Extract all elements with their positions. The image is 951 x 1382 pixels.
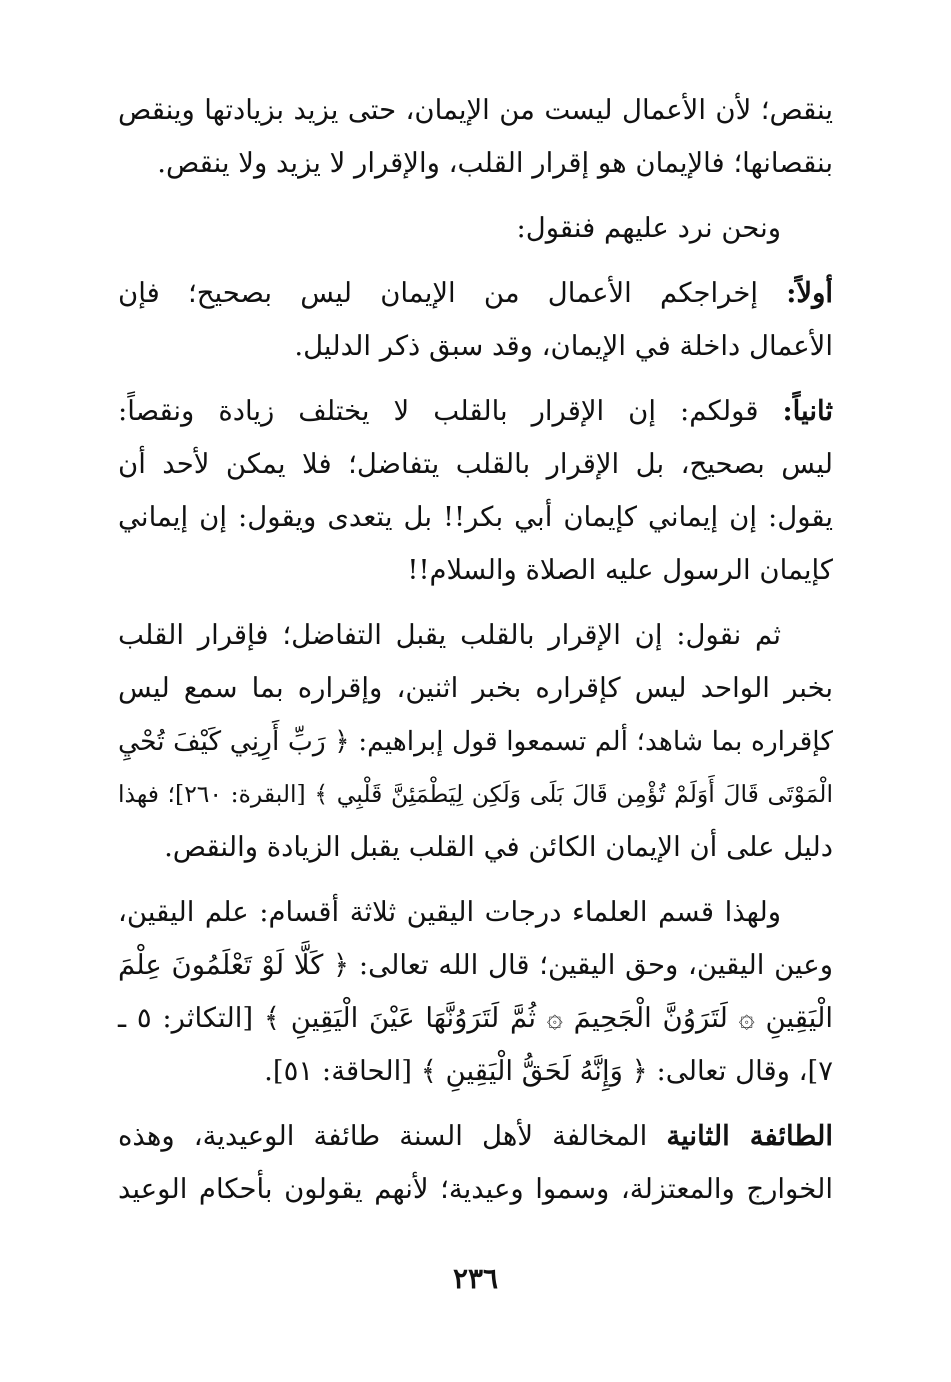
- text-line: ليس بصحيح، بل الإقرار بالقلب يتفاضل؛ فلا يمكن لأحد أن: [118, 448, 833, 480]
- text-run: المخالفة لأهل السنة طائفة الوعيدية، وهذه: [118, 1120, 667, 1152]
- text-run: قولكم: إن الإقرار بالقلب لا يختلف زيادة ونقصاً:: [118, 395, 783, 427]
- paragraph-2: [118, 202, 833, 255]
- paragraph-4: [118, 385, 833, 597]
- paragraph-1: [118, 84, 833, 190]
- text-line: كإقراره بما شاهد؛ ألم تسمعوا قول إبراهيم: ﴿ رَبِّ أَرِنِي كَيْفَ تُحْيِ: [118, 726, 833, 757]
- text-line: ولهذا قسم العلماء درجات اليقين ثلاثة أقسام: علم اليقين،: [118, 896, 781, 928]
- text-line: دليل على أن الإيمان الكائن في القلب يقبل الزيادة والنقص.: [164, 831, 833, 863]
- text-run: إخراجكم الأعمال من الإيمان ليس بصحيح؛ فإن: [118, 277, 787, 309]
- page-body: [118, 84, 833, 1228]
- heading-lead: أولاً:: [786, 277, 833, 309]
- text-line: بنقصانها؛ فالإيمان هو إقرار القلب، والإقرار لا يزيد ولا ينقص.: [157, 147, 833, 179]
- text-line: الْمَوْتَى قَالَ أَوَلَمْ تُؤْمِن قَالَ بَلَى وَلَكِن لِيَطْمَئِنَّ قَلْبِي ﴾ [البقرة: ٢٦٠]؛ فهذا: [118, 780, 833, 808]
- text-line: ينقص؛ لأن الأعمال ليست من الإيمان، حتى يزيد بزيادتها وينقص: [118, 94, 833, 126]
- text-line: الْيَقِينِ ۞ لَتَرَوُنَّ الْجَحِيمَ ۞ ثُمَّ لَتَرَوُنَّهَا عَيْنَ الْيَقِينِ ﴾ [التكاثر: ٥ ـ: [118, 1002, 833, 1034]
- paragraph-5: [118, 609, 833, 874]
- text-line: كإيمان الرسول عليه الصلاة والسلام!!: [407, 554, 833, 586]
- text-line: وعين اليقين، وحق اليقين؛ قال الله تعالى: ﴿ كَلَّا لَوْ تَعْلَمُونَ عِلْمَ: [118, 949, 833, 981]
- text-line: الأعمال داخلة في الإيمان، وقد سبق ذكر الدليل.: [294, 330, 833, 362]
- text-line: بخبر الواحد ليس كإقراره بخبر اثنين، وإقراره بما سمع ليس: [118, 672, 833, 704]
- text-line: [118, 1110, 833, 1163]
- text-line: ٧]، وقال تعالى: ﴿ وَإِنَّهُ لَحَقُّ الْيَقِينِ ﴾ [الحاقة: ٥١].: [264, 1055, 833, 1087]
- paragraph-7: [118, 1110, 833, 1216]
- text-line: ثم نقول: إن الإقرار بالقلب يقبل التفاضل؛ فإقرار القلب: [118, 619, 781, 651]
- text-line: ونحن نرد عليهم فنقول:: [516, 212, 781, 244]
- heading-lead: ثانياً:: [782, 395, 833, 427]
- text-line: الخوارج والمعتزلة، وسموا وعيدية؛ لأنهم يقولون بأحكام الوعيد: [118, 1173, 833, 1205]
- paragraph-6: [118, 886, 833, 1098]
- text-line: [118, 385, 833, 438]
- paragraph-3: [118, 267, 833, 373]
- heading-lead: الطائفة الثانية: [666, 1120, 834, 1152]
- page-number: ٢٣٦: [452, 1262, 499, 1295]
- text-line: يقول: إن إيماني كإيمان أبي بكر!! بل يتعدى ويقول: إن إيماني: [118, 501, 833, 533]
- text-line: [118, 267, 833, 320]
